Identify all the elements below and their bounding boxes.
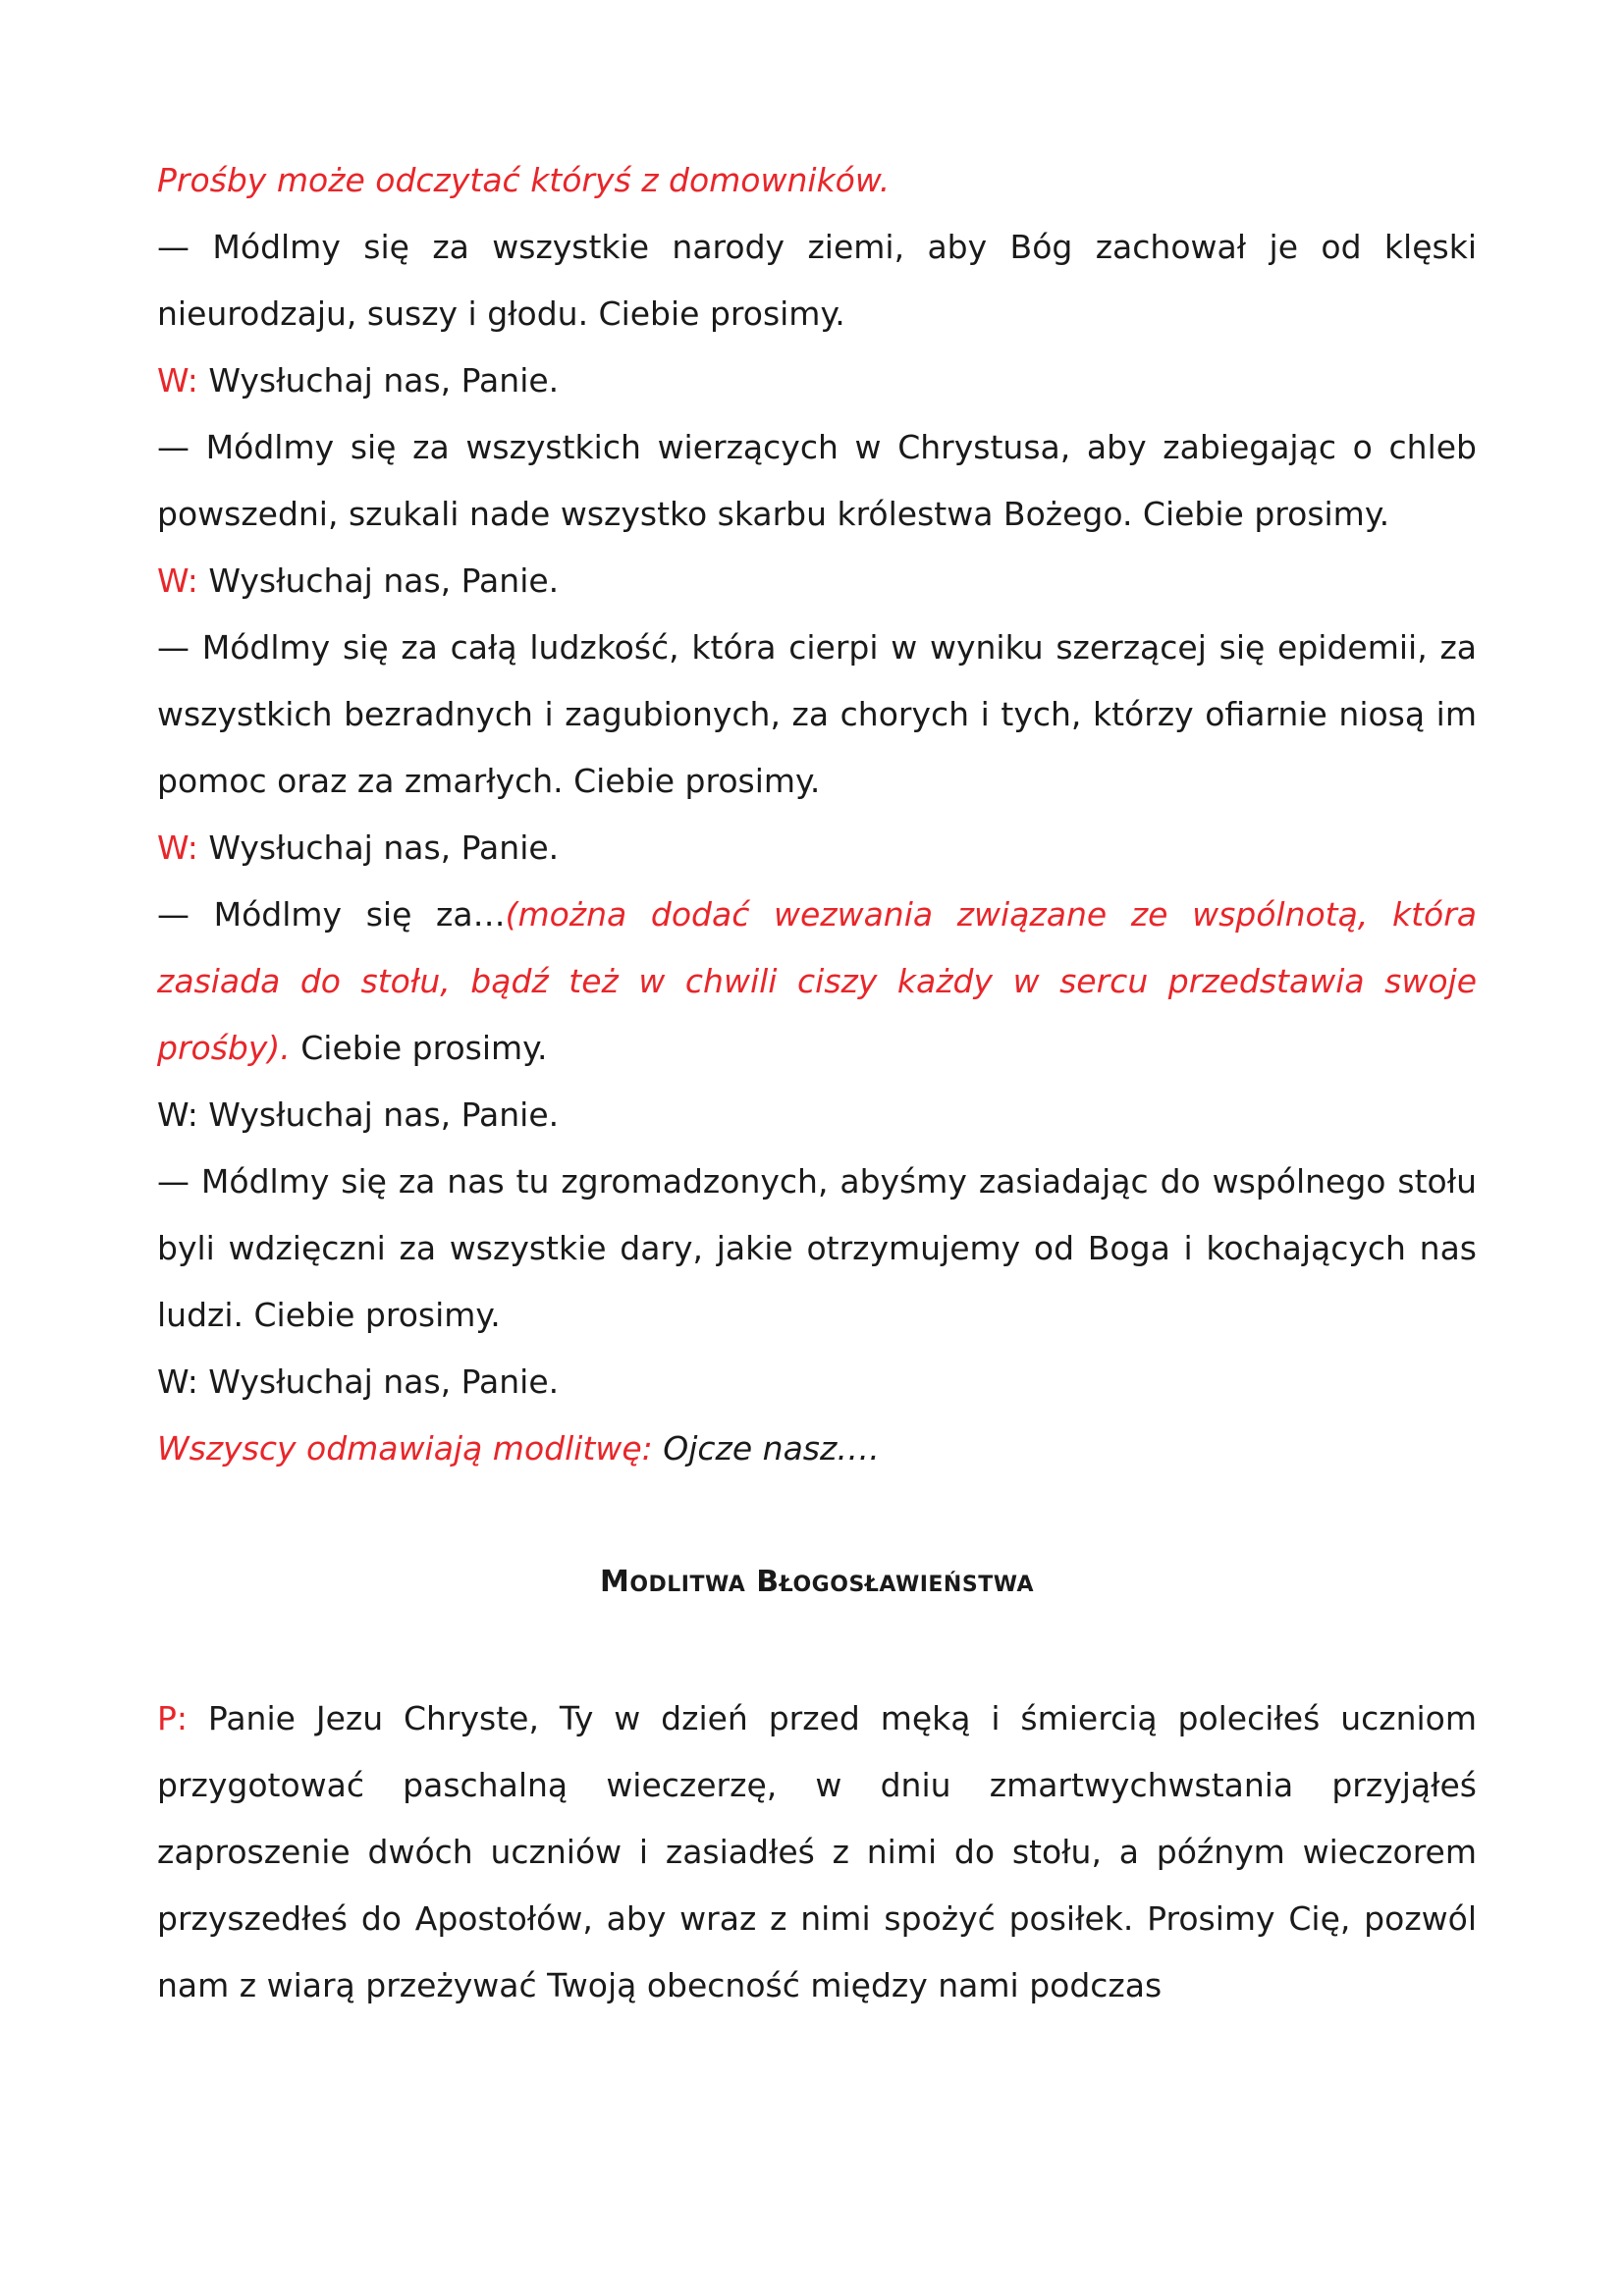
response-text: Wysłuchaj nas, Panie. [208,361,560,400]
response-text: Wysłuchaj nas, Panie. [208,828,560,867]
petition-5: — Módlmy się za nas tu zgromadzonych, abyśmy zasiadając do wspólnego stołu byli wdzięczni za wszystkie dary, jakie otrzymujemy od Boga i kochających nas ludzi. Ciebie prosimy. [157,1162,1477,1334]
lords-prayer [157,1415,1477,1482]
section-heading: MODLITWA BŁOGOSŁAWIEŃSTWA [599,1565,1035,1599]
response-1 [157,347,1477,414]
lords-prayer-rubric: Wszyscy odmawiają modlitwę: [157,1429,653,1468]
response-text: Wysłuchaj nas, Panie. [208,561,560,600]
blessing-text: Panie Jezu Chryste, Ty w dzień przed męką i śmiercią poleciłeś uczniom przygotować paschalną wieczerzę, w dniu zmartwychwstania przyjąłeś zaproszenie dwóch uczniów i zasiadłeś z nimi do stołu, a późnym wieczorem przyszedłeś do Apostołów, aby wraz z nimi spożyć posiłek. Prosimy Cię, pozwól nam z wiarą przeżywać Twoją obecność między nami podczas [157,1699,1477,2004]
response-3 [157,815,1477,881]
petition-1: — Módlmy się za wszystkie narody ziemi, aby Bóg zachował je od klęski nieurodzaju, suszy i głodu. Ciebie prosimy. [157,228,1477,333]
blessing-marker: P: [157,1699,189,1737]
petition-2: — Módlmy się za wszystkich wierzących w Chrystusa, aby zabiegając o chleb powszedni, szukali nade wszystko skarbu królestwa Bożego. Ciebie prosimy. [157,428,1477,533]
response-4: W: Wysłuchaj nas, Panie. [157,1095,560,1134]
response-2 [157,548,1477,614]
response-marker: W: [157,828,198,867]
response-marker: W: [157,561,198,600]
blessing-prayer [157,1685,1477,2019]
intro-rubric: Prośby może odczytać któryś z domowników. [157,161,891,199]
lords-prayer-text: Ojcze nasz…. [652,1429,880,1468]
petition-3: — Módlmy się za całą ludzkość, która cierpi w wyniku szerzącej się epidemii, za wszystkich bezradnych i zagubionych, za chorych i tych, którzy ofiarnie niosą im pomoc oraz za zmarłych. Ciebie prosimy. [157,628,1477,800]
petition-4-end: Ciebie prosimy. [290,1029,548,1067]
petition-4 [157,881,1477,1082]
petition-4-rubric: (można dodać wezwania związane ze wspólnotą, która zasiada do stołu, bądź też w chwili ciszy każdy w sercu przedstawia swoje prośby). [157,895,1477,1067]
petition-4-start: — Módlmy się za… [157,895,506,934]
response-marker: W: [157,361,198,400]
response-5: W: Wysłuchaj nas, Panie. [157,1362,560,1401]
document-page [157,147,1477,2019]
